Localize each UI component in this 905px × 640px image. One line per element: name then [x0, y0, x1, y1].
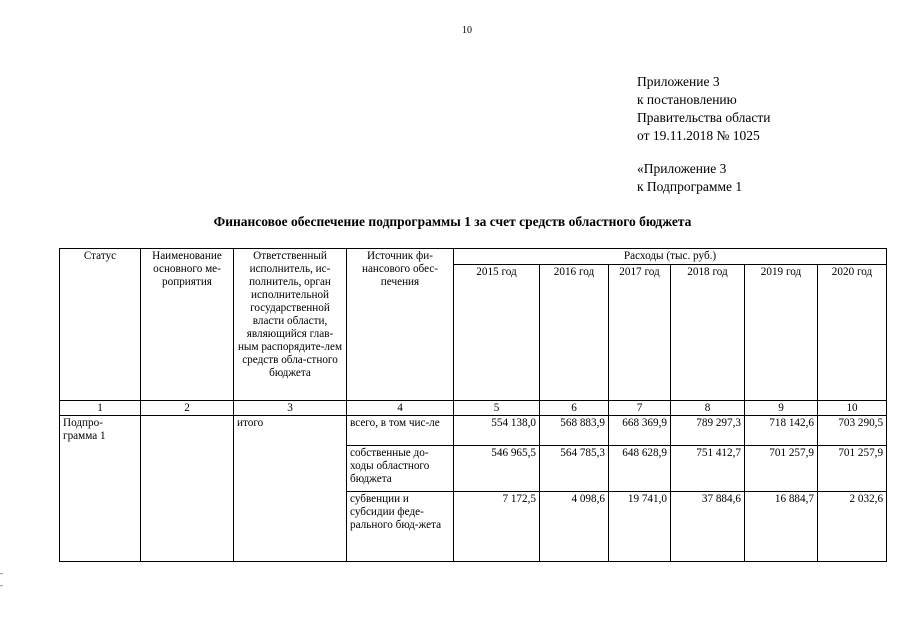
header-year: 2015 год — [454, 265, 540, 401]
document-title: Финансовое обеспечение подпрограммы 1 за счет средств областного бюджета — [213, 214, 692, 229]
column-number: 9 — [745, 401, 818, 416]
column-number-row — [60, 401, 887, 416]
column-number: 2 — [141, 401, 234, 416]
appendix-inner-line: к Подпрограмме 1 — [637, 179, 743, 194]
header-source: Источник фи-нансового обес-печения — [347, 249, 454, 401]
value-cell: 554 138,0 — [454, 416, 540, 446]
header-expenses: Расходы (тыс. руб.) — [454, 249, 887, 265]
appendix-inner-header — [637, 160, 742, 196]
header-year: 2017 год — [609, 265, 671, 401]
column-number: 6 — [540, 401, 609, 416]
value-cell: 546 965,5 — [454, 446, 540, 492]
column-number: 7 — [609, 401, 671, 416]
header-name: Наименование основного ме-роприятия — [141, 249, 234, 401]
source-cell: всего, в том чис-ле — [347, 416, 454, 446]
appendix-line: от 19.11.2018 № 1025 — [637, 128, 760, 143]
status-cell: Подпро-грамма 1 — [60, 416, 141, 562]
header-executor: Ответственный исполнитель, ис-полнитель, орган исполнительной государственной власти области, являющийся глав-ным распорядите-лем средств обла-стного бюджета — [234, 249, 347, 401]
margin-mark: - — [0, 568, 3, 578]
value-cell: 568 883,9 — [540, 416, 609, 446]
appendix-header — [637, 73, 770, 145]
value-cell: 19 741,0 — [609, 492, 671, 562]
margin-mark: - — [0, 580, 3, 590]
value-cell: 37 884,6 — [671, 492, 745, 562]
appendix-line: Приложение 3 — [637, 74, 720, 89]
value-cell: 564 785,3 — [540, 446, 609, 492]
header-year: 2019 год — [745, 265, 818, 401]
value-cell: 789 297,3 — [671, 416, 745, 446]
value-cell: 648 628,9 — [609, 446, 671, 492]
appendix-line: к постановлению — [637, 92, 737, 107]
value-cell: 751 412,7 — [671, 446, 745, 492]
column-number: 1 — [60, 401, 141, 416]
column-number: 4 — [347, 401, 454, 416]
value-cell: 4 098,6 — [540, 492, 609, 562]
table-row — [60, 416, 887, 446]
header-year: 2018 год — [671, 265, 745, 401]
value-cell: 718 142,6 — [745, 416, 818, 446]
source-cell: собственные до-ходы областного бюджета — [347, 446, 454, 492]
column-number: 8 — [671, 401, 745, 416]
column-number: 10 — [818, 401, 887, 416]
header-year: 2020 год — [818, 265, 887, 401]
appendix-inner-line: «Приложение 3 — [637, 161, 727, 176]
column-number: 3 — [234, 401, 347, 416]
value-cell: 2 032,6 — [818, 492, 887, 562]
header-year: 2016 год — [540, 265, 609, 401]
header-row — [60, 249, 887, 265]
source-cell: субвенции и субсидии феде-рального бюд-жета — [347, 492, 454, 562]
financing-table — [59, 248, 887, 562]
value-cell: 703 290,5 — [818, 416, 887, 446]
value-cell: 701 257,9 — [745, 446, 818, 492]
value-cell: 7 172,5 — [454, 492, 540, 562]
column-number: 5 — [454, 401, 540, 416]
header-status: Статус — [60, 249, 141, 401]
value-cell: 668 369,9 — [609, 416, 671, 446]
page-number: 10 — [462, 25, 472, 36]
value-cell: 701 257,9 — [818, 446, 887, 492]
name-cell — [141, 416, 234, 562]
appendix-line: Правительства области — [637, 110, 771, 125]
value-cell: 16 884,7 — [745, 492, 818, 562]
executor-cell: итого — [234, 416, 347, 562]
